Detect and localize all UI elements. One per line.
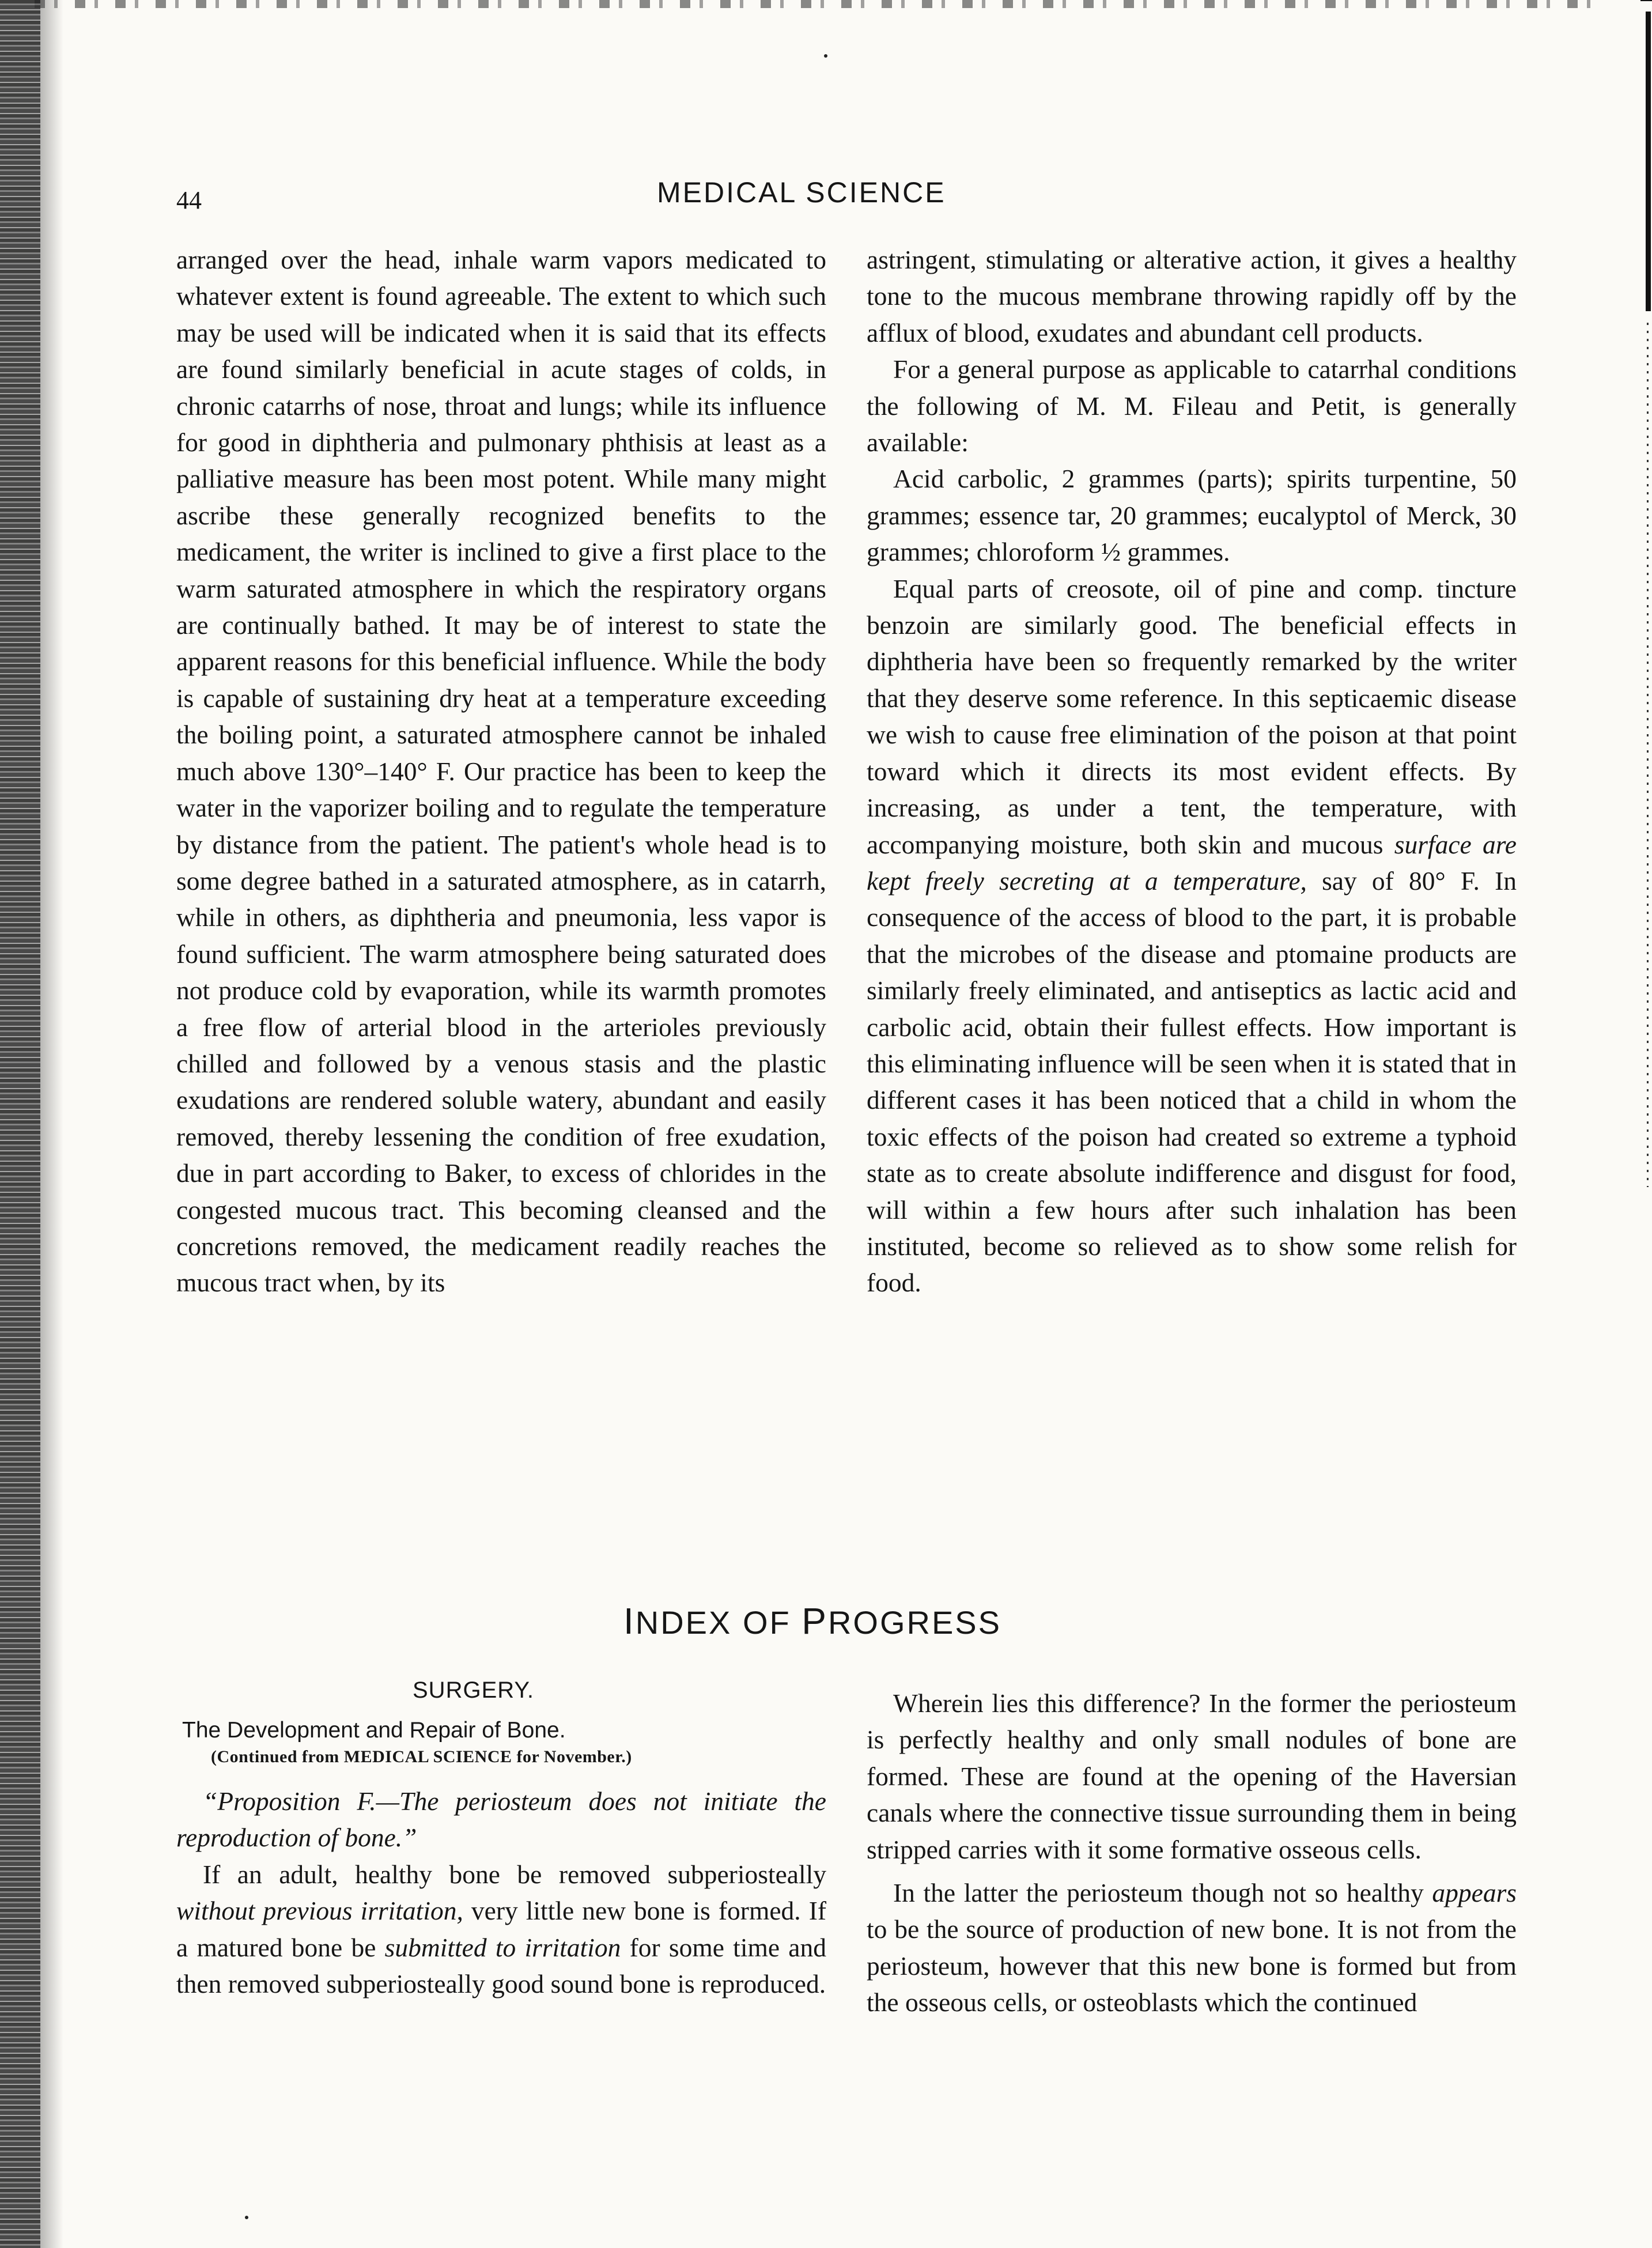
article-note: (Continued from MEDICAL SCIENCE for November.) bbox=[211, 1747, 632, 1766]
heading-initial: I bbox=[623, 1600, 636, 1642]
section-column-left bbox=[176, 1783, 826, 2002]
text-run: to be the source of production of new bone. It is not from the periosteum, however that this new bone is formed but from the osseous cells, or osteoblasts which the continued bbox=[867, 1914, 1517, 2017]
text-run: for some time and then removed subperiosteally good sound bone is reproduced. bbox=[176, 1932, 826, 1999]
scan-edge-top bbox=[35, 0, 1590, 8]
italic-text-run: surface are kept freely secreting at a temperature, bbox=[867, 829, 1517, 896]
text-run: say of 80° F. In consequence of the access of blood to the part, it is probable that the microbes of the disease and ptomaine products are similarly freely eliminated, and antiseptics as lactic acid and carbolic acid, obtain their fullest effects. How important is this eliminating influence will be seen when it is stated that in different cases it has been noticed that a child in whom the toxic effects of the poison had created so extreme a typhoid state as to create absolute indifference and disgust for food, will within a few hours after such inhalation has been instituted, become so relieved as to show some relish for food. bbox=[867, 866, 1517, 1298]
italic-text-run: submitted to irritation bbox=[384, 1932, 621, 1962]
paragraph bbox=[867, 570, 1517, 1301]
prescription-paragraph: Acid carbolic, 2 grammes (parts); spirits turpentine, 50 grammes; essence tar, 20 grammes; eucalyptol of Merck, 30 grammes; chloroform ½ grammes. bbox=[867, 464, 1517, 567]
paragraph: For a general purpose as applicable to catarrhal conditions the following of M. M. Fileau and Petit, is generally available: bbox=[867, 354, 1517, 458]
paragraph: astringent, stimulating or alterative action, it gives a healthy tone to the mucous membrane throwing rapidly off by the afflux of blood, exudates and abundant cell products. bbox=[867, 245, 1517, 347]
section-heading bbox=[623, 1598, 1001, 1646]
heading-text: OF bbox=[742, 1604, 791, 1641]
text-run: If an adult, healthy bone be removed subperiosteally bbox=[203, 1859, 826, 1889]
running-head: MEDICAL SCIENCE bbox=[657, 176, 946, 209]
scan-speck bbox=[245, 2216, 248, 2219]
paragraph bbox=[176, 1856, 826, 2003]
scan-edge-right bbox=[1640, 0, 1652, 2248]
text-run: Equal parts of creosote, oil of pine and comp. tincture benzoin are similarly good. The beneficial effects in diphtheria have been so frequently remarked by the writer that they deserve some reference. In this septicaemic disease we wish to cause free elimination of the poison at that point toward which it directs its most evident effects. By increasing, as under a tent, the temperature, with accompanying moisture, both skin and mucous bbox=[867, 573, 1517, 859]
paragraph: arranged over the head, inhale warm vapors medicated to whatever extent is found agreeable. The extent to which such may be used will be indicated when it is said that its effects are found similarly beneficial in acute stages of colds, in chronic catarrhs of nose, throat and lungs; while its influence for good in diphtheria and pulmonary phthisis at least as a palliative measure has been most potent. While many might ascribe these generally recognized benefits to the medicament, the writer is inclined to give a first place to the warm saturated atmosphere in which the respiratory organs are continually bathed. It may be of interest to state the apparent reasons for this beneficial influence. While the body is capable of sustaining dry heat at a temperature exceeding the boiling point, a saturated atmosphere cannot be inhaled much above 130°–140° F. Our practice has been to keep the water in the vaporizer boiling and to regulate the temperature by distance from the patient. The patient's whole head is to some degree bathed in a saturated atmosphere, as in catarrh, while in others, as diphtheria and pneumonia, less vapor is found sufficient. The warm atmosphere being saturated does not produce cold by evaporation, while its warmth promotes a free flow of arterial blood in the arterioles previously chilled and followed by a venous stasis and the plastic exudations are rendered soluble watery, abundant and easily removed, thereby lessening the condition of free exudation, due in part according to Baker, to excess of chlorides in the congested mucous tract. This becoming cleansed and the concretions removed, the medicament readily reaches the mucous tract when, by its bbox=[176, 245, 826, 1298]
heading-text: ROGRESS bbox=[827, 1604, 1002, 1641]
paragraph bbox=[867, 1875, 1517, 2021]
article-column-left bbox=[176, 241, 826, 1301]
section-column-right bbox=[867, 1685, 1517, 2021]
heading-text: NDEX bbox=[635, 1604, 732, 1641]
article-column-right bbox=[867, 241, 1517, 1301]
proposition-quote: “Proposition F.—The periosteum does not initiate the reproduction of bone.” bbox=[176, 1786, 826, 1853]
text-run: In the latter the periosteum though not so healthy bbox=[893, 1878, 1424, 1908]
article-title: The Development and Repair of Bone. bbox=[182, 1718, 566, 1743]
scan-shadow-left bbox=[40, 0, 63, 2248]
paragraph: Wherein lies this difference? In the former the periosteum is perfectly healthy and only small nodules of bone are formed. These are found at the opening of the Haversian canals where the connective tissue surrounding them in being stripped carries with it some formative osseous cells. bbox=[867, 1688, 1517, 1864]
scan-speck bbox=[824, 54, 827, 58]
scan-edge-left bbox=[0, 0, 40, 2248]
subject-heading: SURGERY. bbox=[413, 1678, 535, 1703]
text-run: very little new bone is formed. If a matured bone be bbox=[176, 1896, 827, 1962]
page-number: 44 bbox=[176, 186, 202, 214]
italic-text-run: without previous irritation, bbox=[176, 1896, 463, 1926]
heading-initial: P bbox=[802, 1600, 828, 1642]
italic-text-run: appears bbox=[1432, 1878, 1517, 1908]
